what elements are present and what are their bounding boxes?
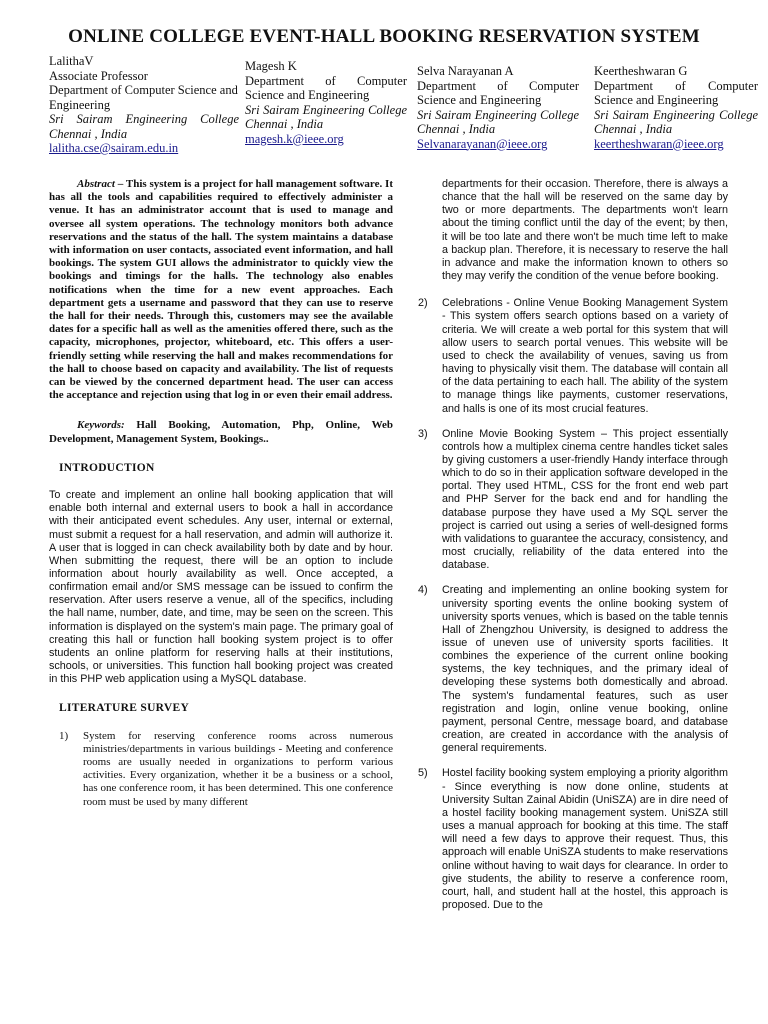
keywords [49,419,393,445]
list-item-text: Hostel facility booking system employing a priority algorithm - Since everything is now done online, students at University Sultan Zainal Abidin (UniSZA) are in dire need of a hostel facility booking management system. UniSZA still uses a manual approach for booking at this time. The staff will need a few days to approve their request. Thus, this approach will enable UniSZA students to make reservations online without having to wait days for clearance. In order to give students, the ability to reserve a conference room, court, hall, and student hall at the hostel, this approach is proposed. Due to the [442,767,728,911]
author-affiliation: Sri Sairam Engineering College Chennai , India [245,102,407,131]
author-block-3 [417,64,579,151]
left-column [49,178,393,809]
introduction-heading: INTRODUCTION [59,461,155,474]
list-item [418,584,728,755]
author-email-link[interactable]: Selvanarayanan@ieee.org [417,136,548,151]
author-block-4 [594,64,758,151]
author-block-1 [49,54,239,156]
list-item-text: Celebrations - Online Venue Booking Management System - This system offers search options based on a variety of criteria. We will create a web portal for this system that will allow users to search portal venues. This website will be used to check the availability of venues, saving us from having to physically visit them. The database will contain all of the data pertaining to each hall. The ability of the system to manage things like payments, customer reservations, and halls is one of its most crucial features. [442,297,728,415]
literature-survey-heading: LITERATURE SURVEY [59,702,190,715]
author-department: Department of Computer Science and Engineering [417,78,579,107]
list-item-number: 2) [418,297,428,310]
list-item-number: 1) [59,729,69,742]
list-item-number: 3) [418,427,428,440]
author-department: Department of Computer Science and Engineering [594,78,758,107]
list-item-number: 5) [418,767,428,780]
literature-item-1-continuation: departments for their occasion. Therefore, there is always a chance that the hall will be reserved on the same day by two or more departments. The departments won't learn about the timing conflict until the day of the event; by then, it will be too late and there won't be much time left to make a backup plan. Therefore, it is necessary to reserve the hall in advance and make the information known to others so they may verify the condition of the venue before booking. [442,178,728,283]
introduction-text: To create and implement an online hall booking application that will enable both internal and external users to book a hall in accordance with their anticipated event schedules. Any user, internal or external, must submit a request for a hall reservation, and admin will authorize it. A user that is logged in can check availability both by date and by hour. When submitting the request, there will be an option to include information about hourly availability as well. Once accepted, a confirmation email and/or SMS message can be issued to confirm the reservation. After users reserve a venue, all of the specifics, including the hall name, number, date, and time, may be seen on the screen. This information is displayed on the system's main page. The primary goal of creating this hall or function hall booking system project is to offer students an online platform for reserving halls at their institutions, schools, or universities. This function hall booking project was created in this PHP web application using a MySQL database. [49,489,393,686]
author-email-link[interactable]: lalitha.cse@sairam.edu.in [49,141,179,155]
list-item [49,730,393,809]
literature-list-continued [418,297,728,912]
author-name: Magesh K [245,59,297,73]
paper-title: ONLINE COLLEGE EVENT-HALL BOOKING RESERVATION SYSTEM [68,26,700,47]
list-item-text: Online Movie Booking System – This project essentially controls how a multiplex cinema centre handles ticket sales by giving customers a user-friendly Handy interface through which to do so in their application software developed in the portal. They used HTML, CSS for the front end web part and PHP Server for the back end and for handling the database purpose they have used a My SQL server the project is carried out using a series of well-designed forms with validations to guarantee the accuracy, consistency, and most crucially, reliability of the data entered into the database. [442,427,728,572]
author-role: Associate Professor [49,68,148,83]
keywords-text: Hall Booking, Automation, Php, Online, Web Development, Management System, Bookings.. [49,419,393,445]
author-name: Selva Narayanan A [417,64,514,78]
author-block-2 [245,59,407,146]
author-email-link[interactable]: magesh.k@ieee.org [245,131,344,146]
author-department: Department of Computer Science and Engineering [245,73,407,102]
abstract-text: – This system is a project for hall management software. It has all the tools and capabilities required to effectively administer a venue. It has an administrator account that is used to manage and oversee all system operations. The technology monitors both advance reservations and the status of the hall. The system maintains a database with information on user contacts, associated event information, and hall bookings. The system GUI allows the administrator to quickly view the bookings and timings for the halls. The technology also enables notifications when the time for a new event approaches. Each department gets a username and password that they can use to reserve the hall for their needs. Through this, customers may see the available dates for a specific hall as well as the amenities offered there, such as the capacity, microphones, projector, whiteboard, etc. This offers a user-friendly setting while reserving the hall and makes recommendations for the hall to choose based on capacity and availability. The list of requests can be viewed by the concerned department head. The user can access the acceptance and rejection using that log in or even their email address. [49,178,393,402]
list-item-text: System for reserving conference rooms across numerous ministries/departments in various buildings - Meeting and conference rooms are usually needed in organizations to perform various activities. Every organization, whether it be a business or a school, has one conference room, it has been determined. This one conference room must be used by many different [83,729,393,808]
author-email-link[interactable]: keertheshwaran@ieee.org [594,136,724,151]
list-item-number: 4) [418,584,428,597]
author-affiliation: Sri Sairam Engineering College Chennai , India [594,107,758,136]
right-column [418,178,728,924]
author-affiliation: Sri Sairam Engineering College Chennai , India [417,107,579,136]
literature-list [49,730,393,809]
list-item [418,297,728,415]
abstract [49,178,393,402]
author-name: Keertheshwaran G [594,64,688,78]
list-item [418,428,728,573]
list-item-text: Creating and implementing an online booking system for university sporting events the online booking system of university sports venues, which is based on the table tennis Hall of Zhengzhou University, is designed to address the issue of uneven use of university sports facilities. It combines the experience of the current online booking systems, the key techniques, and the primary ideal of developing these systems both domestically and abroad. The system's fundamental features, such as user registration and login, online venue booking, online payment, personal Centre, message board, and database creation, are created in accordance with the analysis of general requirements. [442,584,728,755]
list-item [418,767,728,912]
author-department: Department of Computer Science and Engineering [49,83,238,112]
keywords-label: Keywords: [77,419,125,432]
author-name: LalithaV [49,54,94,68]
author-affiliation: Sri Sairam Engineering College Chennai , India [49,112,239,141]
abstract-label: Abstract [77,178,115,190]
